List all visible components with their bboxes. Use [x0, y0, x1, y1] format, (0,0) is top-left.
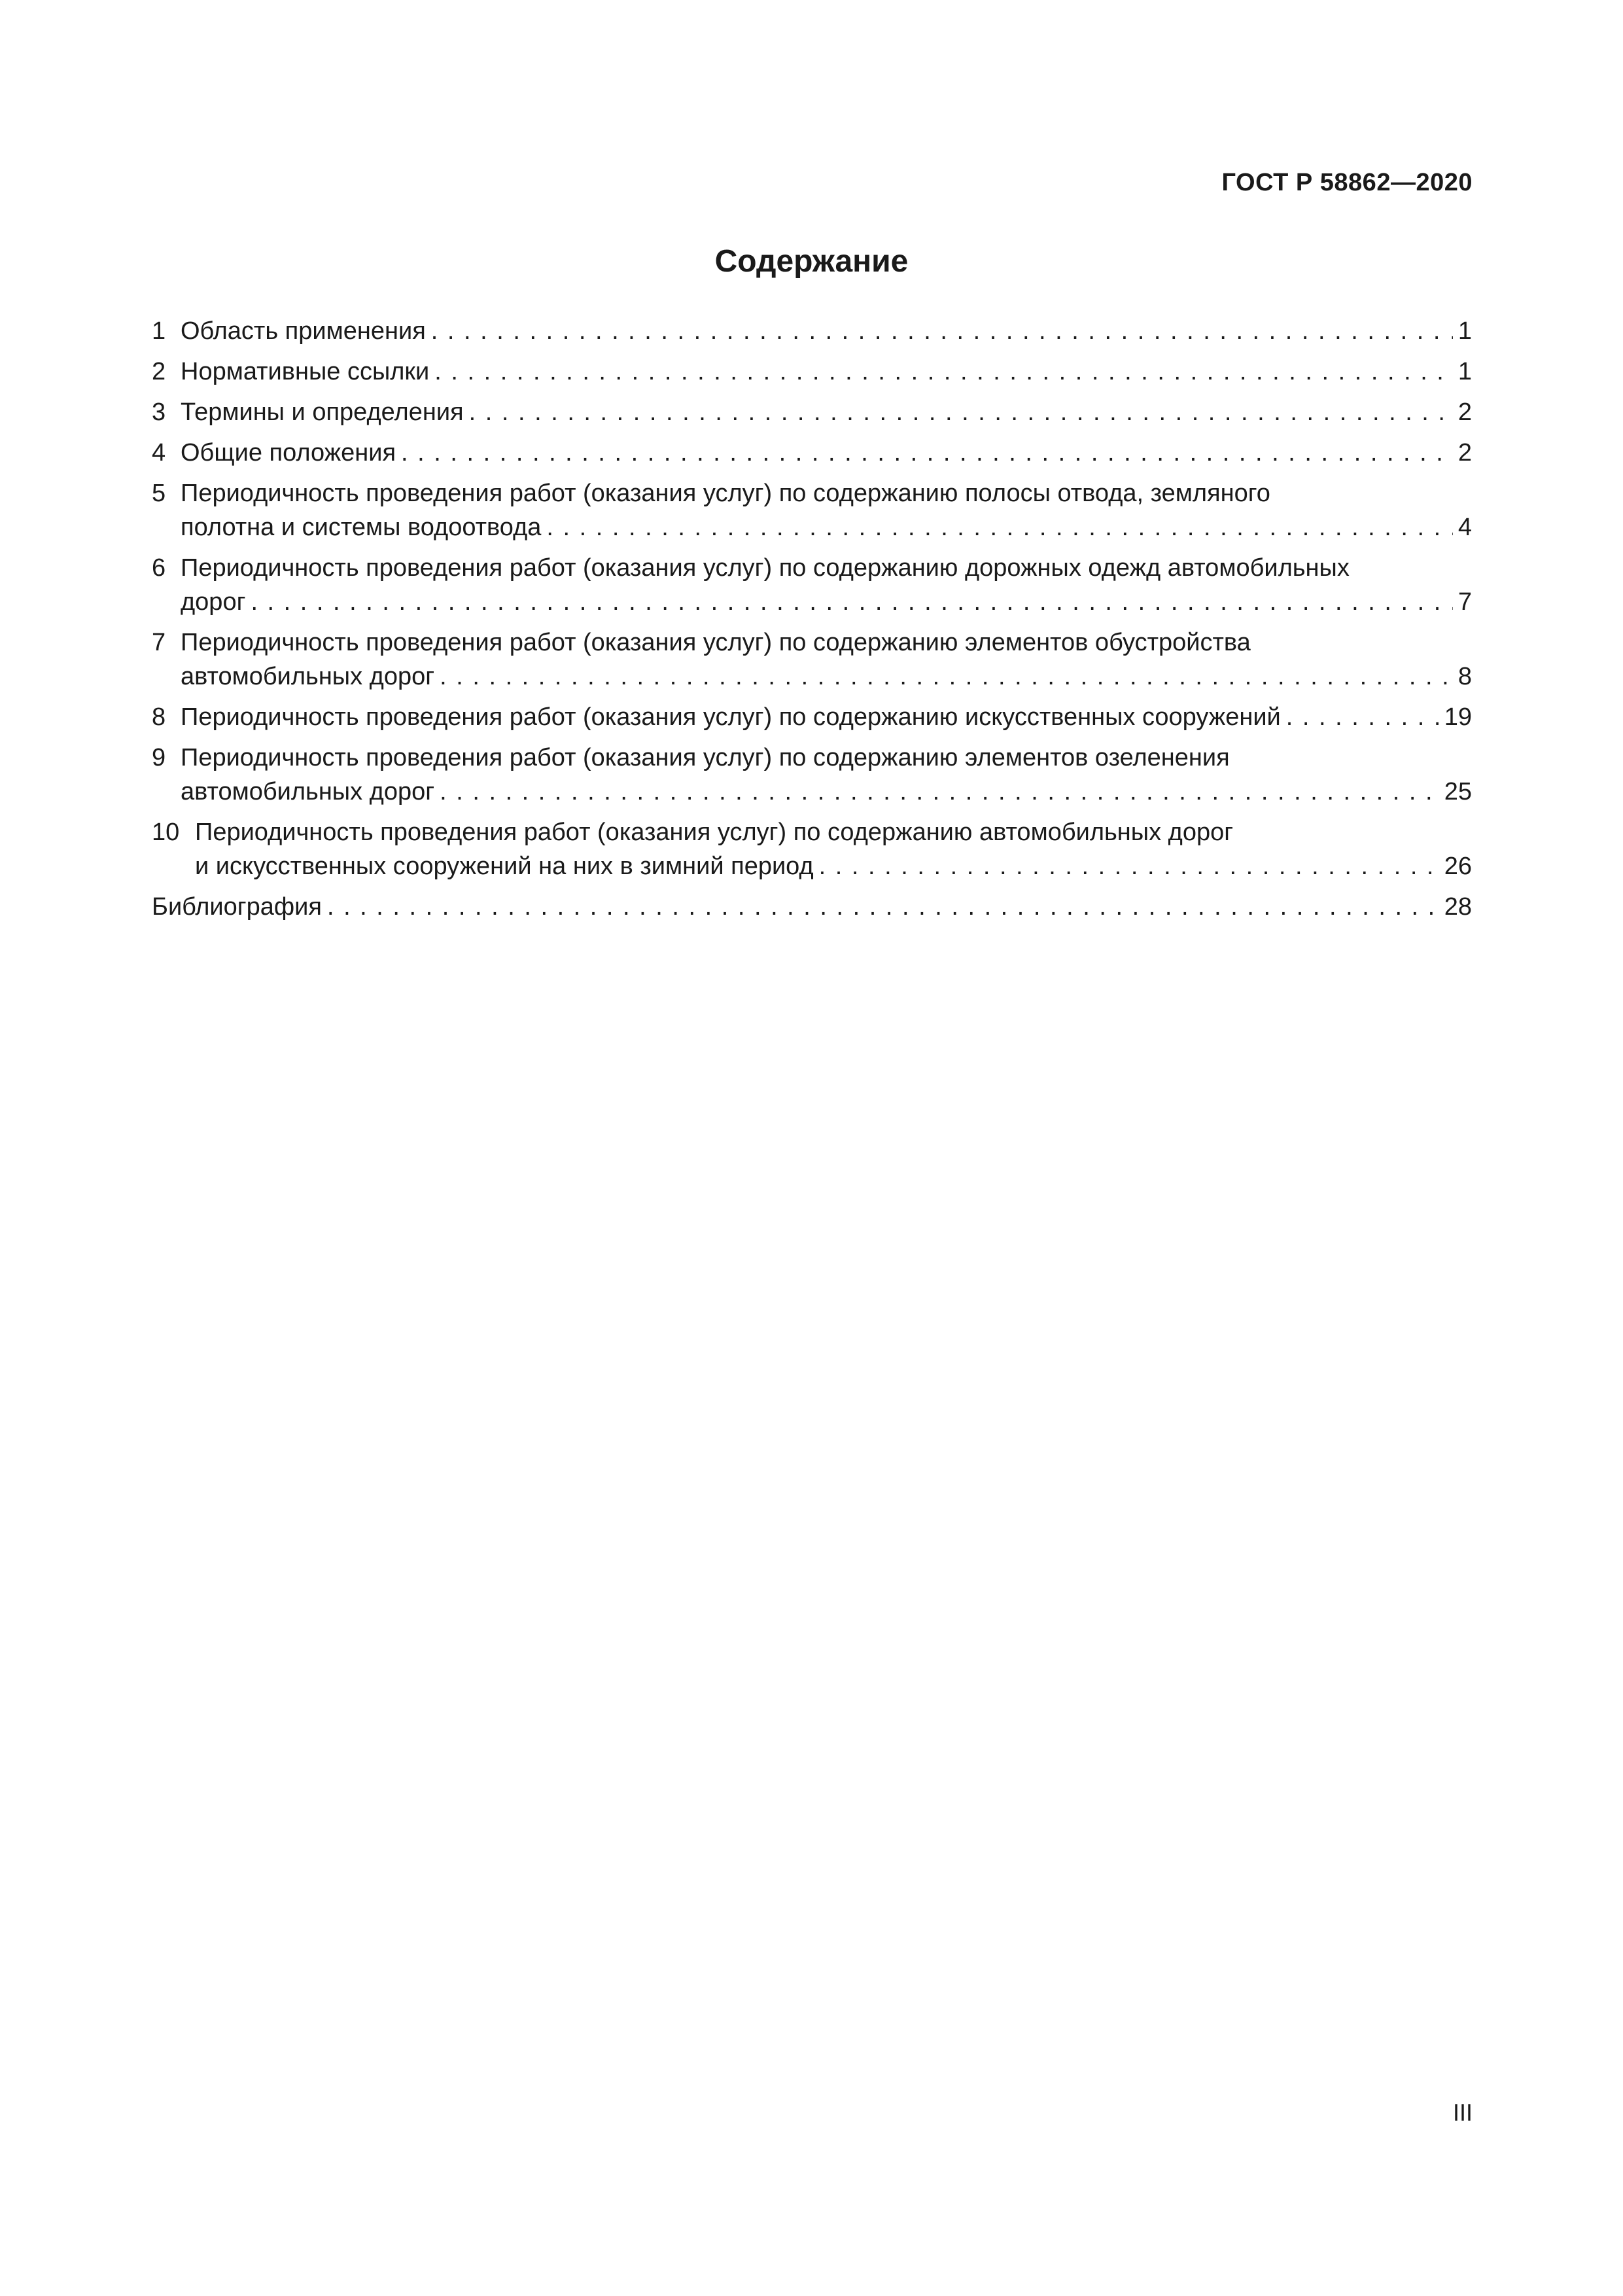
toc-entry-page: 28 — [1444, 893, 1472, 921]
toc-entry-9[interactable] — [152, 741, 1472, 809]
toc-entry-number: 5 — [152, 480, 166, 507]
dot-leader — [401, 436, 1453, 470]
toc-entry-text: Периодичность проведения работ (оказания услуг) по содержанию искусственных сооружений — [181, 703, 1281, 731]
toc-entry-number: 10 — [152, 819, 180, 846]
toc-entry-page: 26 — [1444, 853, 1472, 880]
dot-leader — [434, 355, 1453, 389]
dot-leader — [819, 849, 1439, 883]
toc-entry-text: Библиография — [152, 893, 322, 921]
dot-leader — [546, 510, 1452, 544]
toc-entry-page: 25 — [1444, 778, 1472, 805]
toc-entry-7[interactable] — [152, 626, 1472, 694]
toc-entry-text-line1: Периодичность проведения работ (оказания услуг) по содержанию элементов озеленения — [181, 744, 1230, 771]
toc-entry-text-line1: Периодичность проведения работ (оказания услуг) по содержанию элементов обустройства — [181, 629, 1251, 656]
toc-entry-text: полотна и системы водоотвода — [181, 514, 542, 541]
toc-entry-text: Общие положения — [181, 439, 396, 467]
toc-entry-2[interactable] — [152, 355, 1472, 389]
toc-entry-5[interactable] — [152, 476, 1472, 544]
toc-entry-number: 1 — [152, 317, 166, 345]
toc-entry-number: 2 — [152, 358, 166, 385]
dot-leader — [431, 314, 1453, 348]
toc-entry-number: 9 — [152, 744, 166, 771]
toc-entry-text: автомобильных дорог — [181, 663, 435, 690]
dot-leader — [251, 585, 1452, 619]
toc-entry-4[interactable] — [152, 436, 1472, 470]
toc-entry-6[interactable] — [152, 551, 1472, 619]
toc-entry-number: 7 — [152, 629, 166, 656]
page-number: III — [1452, 2099, 1473, 2126]
toc-entry-10[interactable] — [152, 815, 1472, 883]
toc-entry-number: 3 — [152, 398, 166, 426]
toc-entry-page: 2 — [1457, 439, 1472, 467]
dot-leader — [327, 890, 1439, 924]
toc-entry-3[interactable] — [152, 395, 1472, 429]
toc-entry-number: 6 — [152, 554, 166, 582]
toc-entry-text: и искусственных сооружений на них в зимний период — [195, 853, 814, 880]
toc-entry-page: 8 — [1457, 663, 1472, 690]
toc-entry-page: 1 — [1457, 358, 1472, 385]
toc-entry-text: Область применения — [181, 317, 426, 345]
toc-title: Содержание — [714, 244, 909, 279]
table-of-contents — [152, 314, 1472, 930]
toc-entry-page: 19 — [1444, 703, 1472, 731]
dot-leader — [440, 775, 1439, 809]
toc-entry-text-line1: Периодичность проведения работ (оказания услуг) по содержанию дорожных одежд автомобильных — [181, 554, 1350, 582]
toc-entry-text: Термины и определения — [181, 398, 464, 426]
toc-entry-text-line1: Периодичность проведения работ (оказания услуг) по содержанию полосы отвода, земляного — [181, 480, 1270, 507]
toc-entry-1[interactable] — [152, 314, 1472, 348]
toc-entry-text: дорог — [181, 588, 246, 616]
toc-entry-text: Нормативные ссылки — [181, 358, 430, 385]
toc-entry-page: 2 — [1457, 398, 1472, 426]
toc-entry-page: 1 — [1457, 317, 1472, 345]
dot-leader — [440, 660, 1453, 694]
toc-entry-8[interactable] — [152, 700, 1472, 734]
dot-leader — [1286, 700, 1439, 734]
toc-entry-number: 4 — [152, 439, 166, 467]
toc-entry-bibliography[interactable] — [152, 890, 1472, 924]
toc-entry-page: 7 — [1457, 588, 1472, 616]
toc-entry-page: 4 — [1457, 514, 1472, 541]
toc-entry-text-line1: Периодичность проведения работ (оказания услуг) по содержанию автомобильных дорог — [195, 819, 1234, 846]
toc-entry-number: 8 — [152, 703, 166, 731]
document-code: ГОСТ Р 58862—2020 — [1221, 169, 1473, 196]
dot-leader — [469, 395, 1453, 429]
toc-entry-text: автомобильных дорог — [181, 778, 435, 805]
